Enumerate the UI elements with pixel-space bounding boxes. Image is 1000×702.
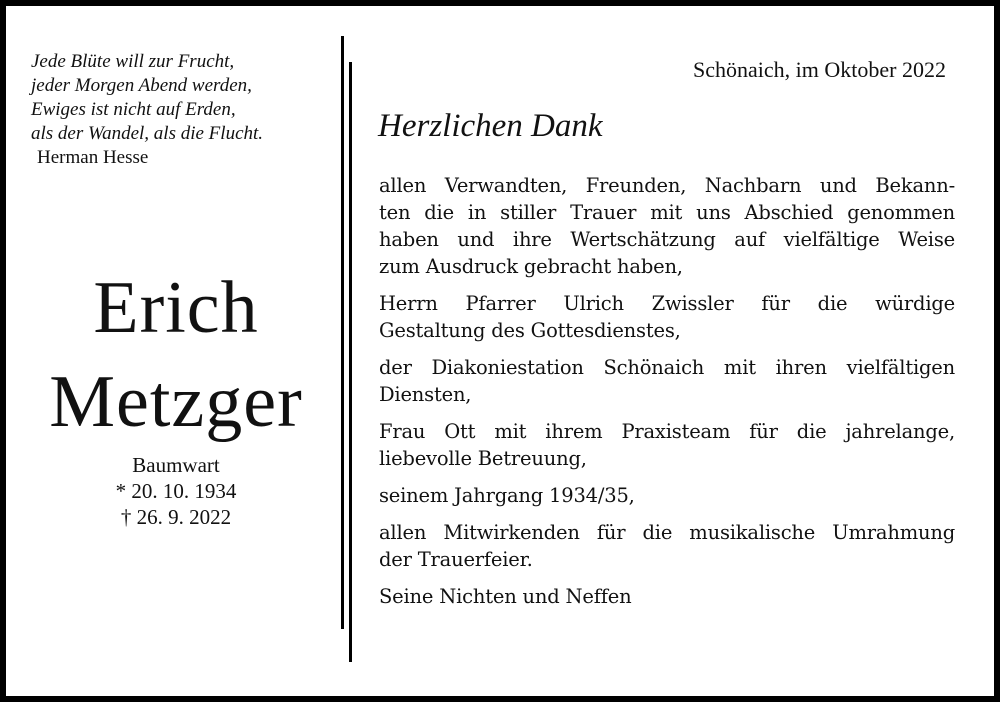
place-date: Schönaich, im Oktober 2022 [693, 57, 946, 82]
poem-line: Ewiges ist nicht auf Erden, [31, 99, 236, 120]
poem-author: Herman Hesse [37, 147, 149, 168]
paragraph-line: liebevolle Betreuung, [379, 447, 587, 470]
paragraph-line: allen Verwandten, Freunden, Nachbarn und Bekann- [379, 174, 955, 197]
divider-rule [349, 62, 352, 662]
paragraph-line: haben und ihre Wertschätzung auf vielfältige Weise [379, 228, 955, 251]
paragraph-line: seinem Jahrgang 1934/35, [379, 484, 635, 507]
thanks-paragraph [379, 519, 955, 573]
paragraph-line: der Diakoniestation Schönaich mit ihren vielfältigen [379, 356, 955, 379]
deceased-last-name: Metzger [49, 361, 303, 443]
paragraph-line: Diensten, [379, 383, 472, 406]
thanks-paragraph [379, 354, 955, 408]
poem-block [31, 50, 331, 170]
paragraph-line: ten die in stiller Trauer mit uns Abschied genommen [379, 201, 955, 224]
paragraph-line: Gestaltung des Gottesdienstes, [379, 319, 681, 342]
thanks-body [379, 172, 955, 610]
thanks-heading: Herzlichen Dank [378, 108, 603, 144]
birth-date: * 20. 10. 1934 [115, 479, 237, 503]
paragraph-line: der Trauerfeier. [379, 548, 533, 571]
paragraph-line: Frau Ott mit ihrem Praxisteam für die jahrelange, [379, 420, 955, 443]
thanks-paragraph [379, 482, 955, 509]
poem-line: Jede Blüte will zur Frucht, [31, 51, 235, 72]
paragraph-line: zum Ausdruck gebracht haben, [379, 255, 683, 278]
paragraph-line: Herrn Pfarrer Ulrich Zwissler für die würdige [379, 292, 955, 315]
deceased-details [6, 452, 346, 530]
thanks-paragraph [379, 290, 955, 344]
occupation: Baumwart [132, 453, 220, 477]
thanks-paragraph [379, 418, 955, 472]
poem-line: als der Wandel, als die Flucht. [31, 123, 264, 144]
deceased-first-name: Erich [93, 267, 259, 349]
poem-line: jeder Morgen Abend werden, [31, 75, 252, 96]
death-date: † 26. 9. 2022 [120, 505, 232, 529]
signature: Seine Nichten und Neffen [379, 585, 632, 608]
thanks-paragraph [379, 172, 955, 280]
divider-rule [341, 36, 344, 629]
paragraph-line: allen Mitwirkenden für die musikalische Umrahmung [379, 521, 955, 544]
